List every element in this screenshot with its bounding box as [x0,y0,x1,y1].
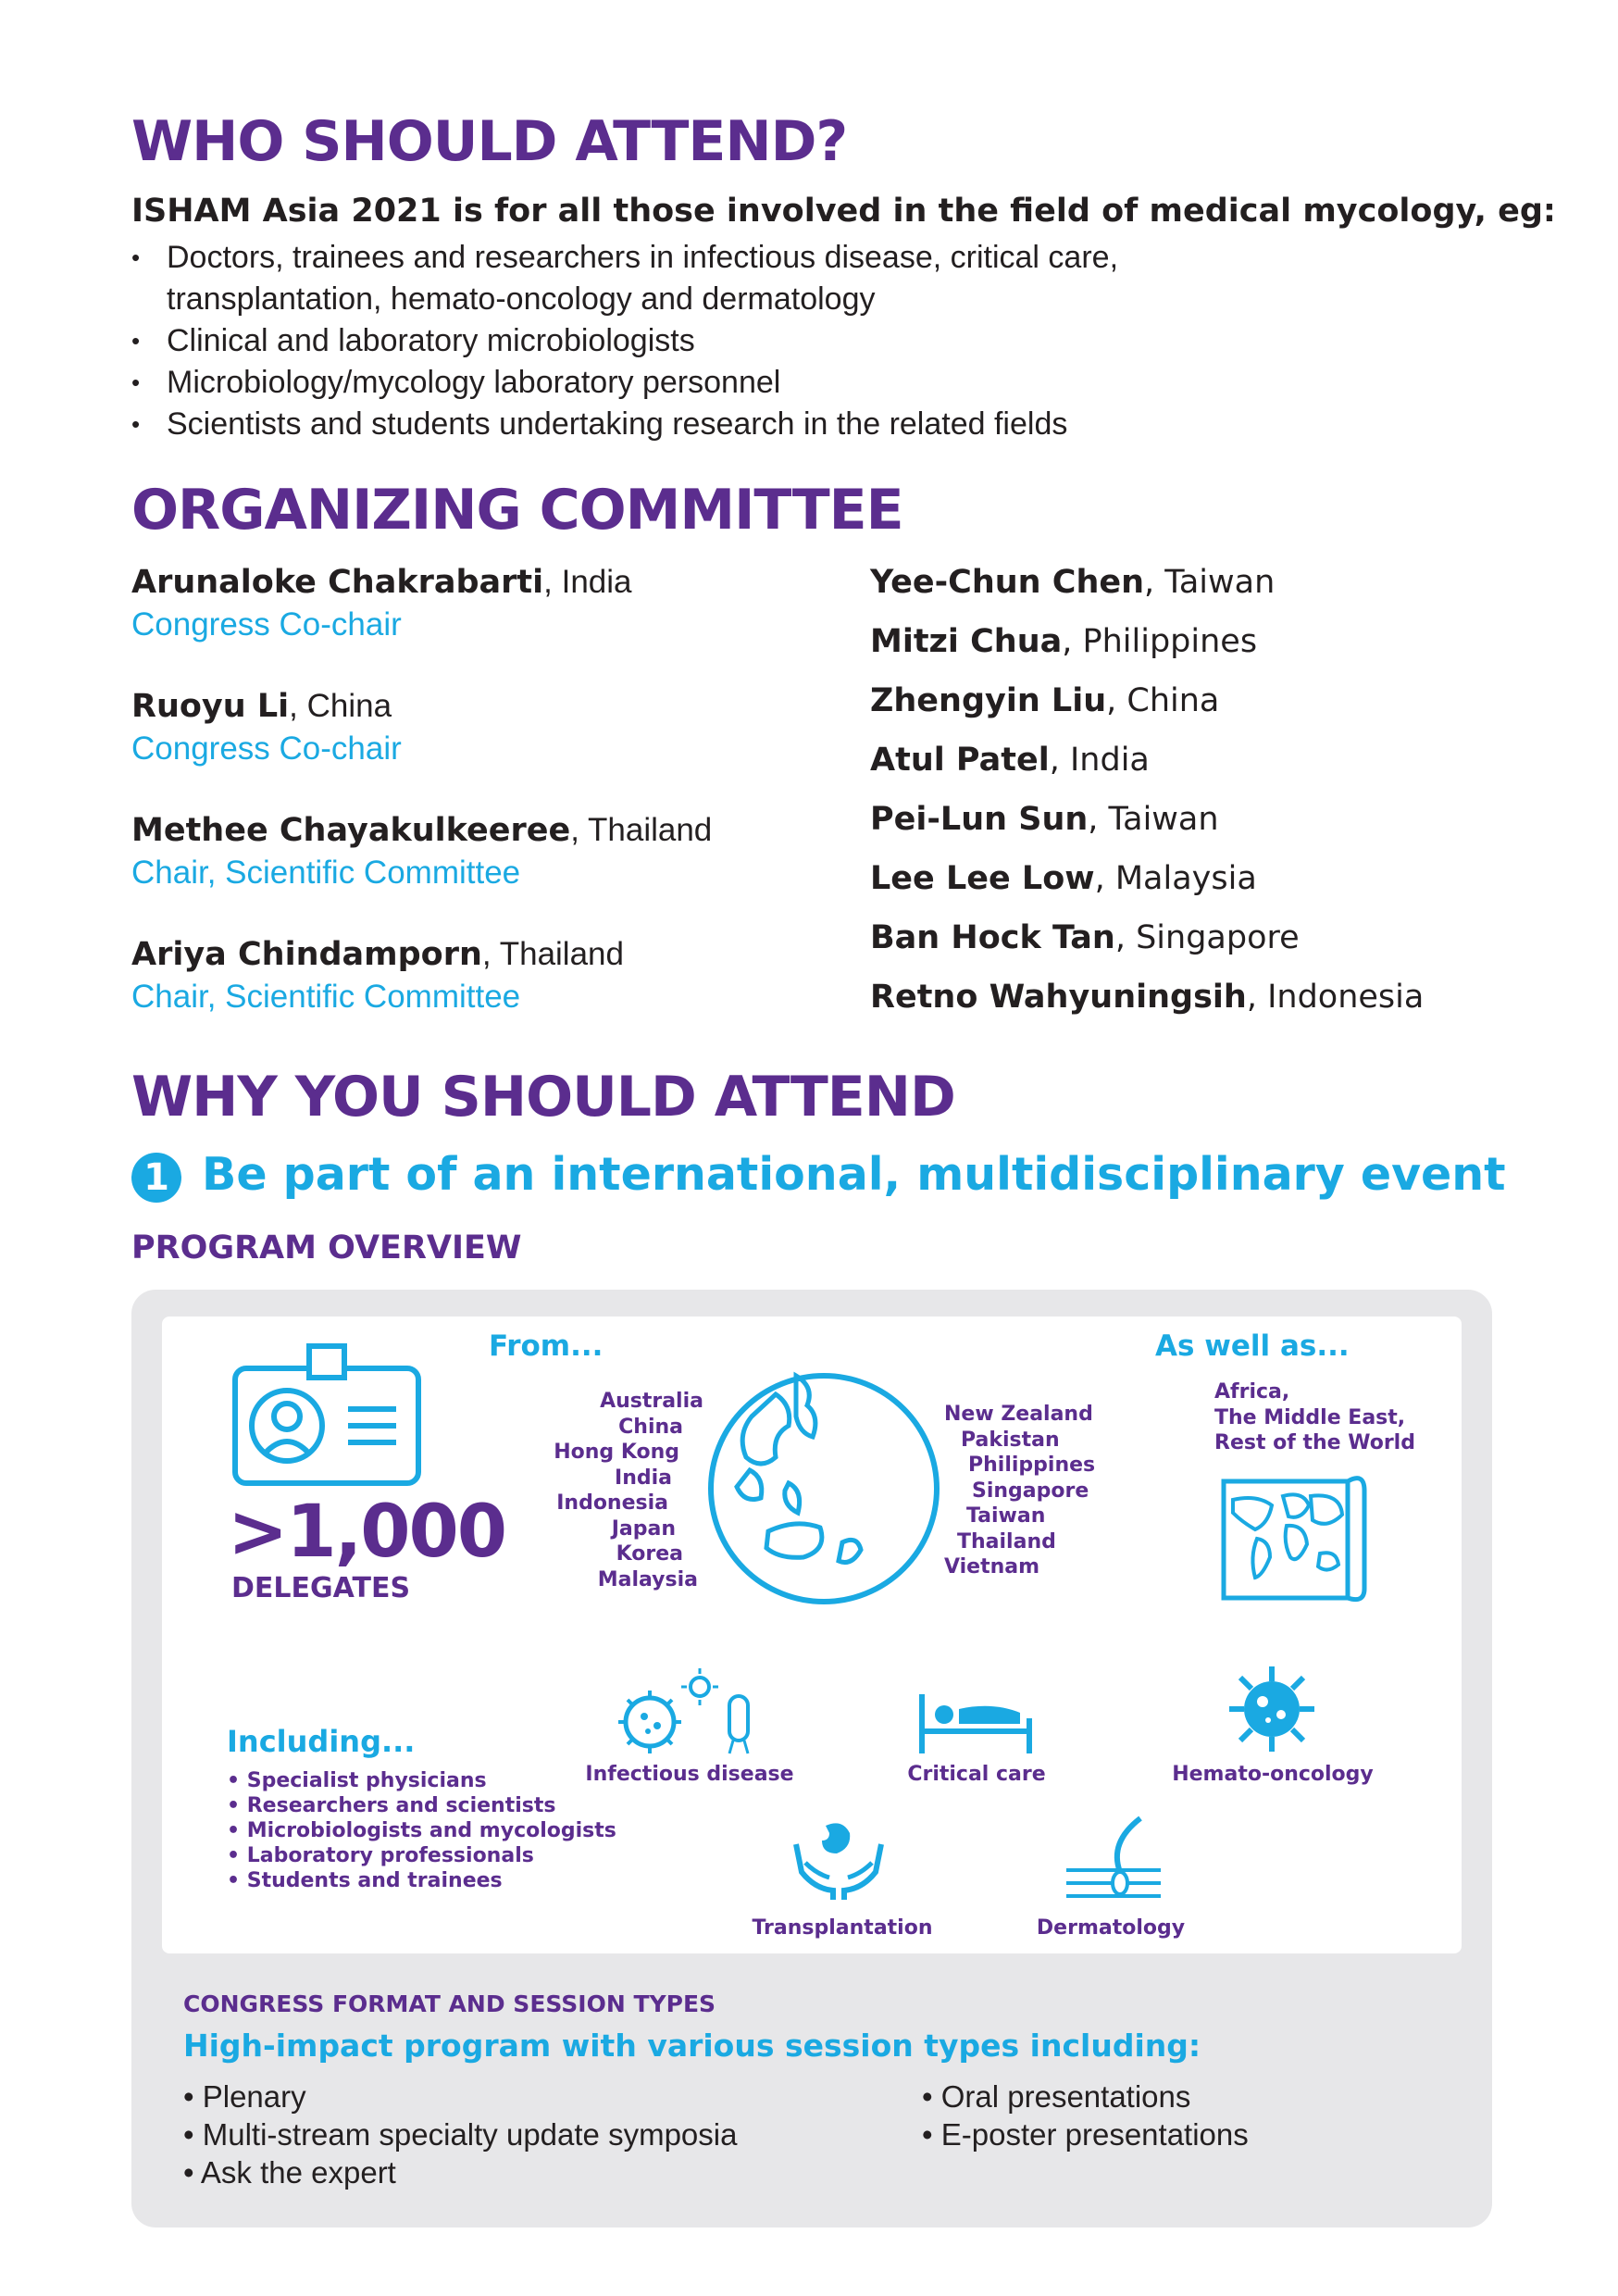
hospital-bed-icon [918,1691,1033,1757]
from-label: From... [489,1329,604,1363]
world-map-icon [1220,1468,1368,1603]
id-card-icon [230,1341,424,1489]
who-should-attend-heading: WHO SHOULD ATTEND? [131,109,848,174]
member-name: Retno Wahyuningsih [870,979,1247,1016]
session-type-item: • Ask the expert [183,2153,737,2191]
member-name: Mitzi Chua [870,623,1063,660]
country-item: Malaysia [597,1567,698,1591]
country-item: Australia [600,1390,703,1413]
including-item: • Laboratory professionals [227,1843,616,1868]
member-country: , Taiwan [1088,801,1219,838]
member-name: Zhengyin Liu [870,682,1107,719]
as-well-as-label: As well as... [1155,1329,1350,1363]
committee-member [870,561,1481,620]
skin-hair-icon [1063,1815,1164,1902]
country-item: Pakistan [961,1428,1060,1452]
committee-left-column [131,561,835,1057]
countries-right-list [944,1402,1095,1580]
member-country: , China [1106,682,1220,719]
member-name: Ban Hock Tan [870,919,1115,956]
program-overview-heading: PROGRAM OVERVIEW [131,1229,522,1267]
member-name: Ruoyu Li [131,688,290,725]
member-role: Congress Co-chair [131,730,402,767]
member-country: , China [289,688,392,724]
country-item: Thailand [957,1529,1056,1554]
dermatology-label: Dermatology [1036,1916,1186,1940]
hemato-oncology-label: Hemato-oncology [1172,1763,1374,1786]
country-item: Korea [616,1542,683,1566]
member-country: , Indonesia [1246,979,1425,1016]
globe-icon [703,1368,944,1609]
who-bullet-item: • Microbiology/mycology laboratory personnel [131,362,1118,404]
member-country: , Thailand [570,812,713,848]
member-country: , Taiwan [1144,564,1276,601]
member-country: , Singapore [1114,919,1300,956]
including-list [227,1768,616,1893]
member-name: Lee Lee Low [870,860,1095,897]
why-subtitle-text: Be part of an international, multidisciplinary event [202,1148,1506,1201]
session-types-left-list [183,2078,737,2191]
including-label: Including... [227,1724,416,1759]
member-role: Chair, Scientific Committee [131,855,521,891]
committee-right-column [870,561,1481,1035]
country-item: Taiwan [966,1504,1046,1528]
congress-format-subheading: High-impact program with various session types including: [183,2028,1201,2064]
committee-member [870,857,1481,917]
number-one-badge: 1 [131,1153,181,1203]
member-name: Methee Chayakulkeeree [131,812,571,849]
delegates-count: >1,000 [228,1491,506,1574]
committee-member [870,917,1481,976]
member-role: Chair, Scientific Committee [131,979,521,1015]
session-type-item: • Multi-stream specialty update symposia [183,2115,737,2153]
member-name: Atul Patel [870,742,1050,779]
why-subheading [131,1148,1506,1203]
who-bullet-item: • Doctors, trainees and researchers in infectious disease, critical care, transplantation, hemato-oncology and dermatology [131,237,1118,320]
country-item: New Zealand [944,1403,1093,1426]
member-role: Congress Co-chair [131,606,402,643]
country-item: Indonesia [556,1491,668,1515]
region-item: Africa, [1214,1380,1290,1404]
session-type-item: • Oral presentations [922,2078,1249,2115]
country-item: India [615,1466,672,1490]
critical-care-label: Critical care [907,1763,1046,1786]
session-type-item: • Plenary [183,2078,737,2115]
organizing-committee-heading: ORGANIZING COMMITTEE [131,478,903,543]
member-name: Arunaloke Chakrabarti [131,564,544,601]
committee-member [870,798,1481,857]
country-item: Vietnam [944,1555,1040,1578]
member-country: , Philippines [1062,623,1258,660]
country-item: China [618,1415,683,1439]
region-item: Rest of the World [1214,1431,1415,1454]
member-name: Pei-Lun Sun [870,801,1089,838]
virus-cell-icon [1226,1663,1318,1755]
session-types-right-list [922,2078,1249,2153]
who-intro: ISHAM Asia 2021 is for all those involved in the field of medical mycology, eg: [131,193,1556,230]
countries-left-list [546,1389,703,1592]
region-item: The Middle East, [1214,1405,1406,1429]
member-country: , India [1049,742,1150,779]
committee-member [131,933,835,1057]
including-item: • Specialist physicians [227,1768,616,1793]
member-country: , Thailand [481,936,624,972]
congress-format-heading: CONGRESS FORMAT AND SESSION TYPES [183,1990,716,2017]
who-bullet-item: • Scientists and students undertaking research in the related fields [131,404,1118,445]
as-well-as-list [1214,1379,1415,1456]
member-country: , Malaysia [1094,860,1257,897]
microbe-icon [611,1665,768,1757]
committee-member [131,561,835,685]
who-bullet-item: • Clinical and laboratory microbiologists [131,320,1118,362]
why-attend-heading: WHY YOU SHOULD ATTEND [131,1065,955,1129]
delegates-label: DELEGATES [231,1572,411,1604]
committee-member [131,809,835,933]
member-country: , India [543,564,632,600]
committee-member [131,685,835,809]
including-item: • Microbiologists and mycologists [227,1818,616,1843]
including-item: • Researchers and scientists [227,1793,616,1818]
committee-member [870,976,1481,1035]
country-item: Philippines [968,1454,1096,1477]
committee-member [870,620,1481,680]
country-item: Singapore [972,1479,1089,1503]
member-name: Yee-Chun Chen [870,564,1145,601]
country-item: Japan [611,1516,676,1541]
who-bullet-list [131,237,1118,445]
member-name: Ariya Chindamporn [131,936,482,973]
hands-kidney-icon [792,1816,885,1902]
including-item: • Students and trainees [227,1868,616,1893]
committee-member [870,680,1481,739]
infectious-disease-label: Infectious disease [585,1763,794,1786]
session-type-item: • E-poster presentations [922,2115,1249,2153]
transplantation-label: Transplantation [752,1916,933,1940]
committee-member [870,739,1481,798]
country-item: Hong Kong [554,1441,679,1464]
